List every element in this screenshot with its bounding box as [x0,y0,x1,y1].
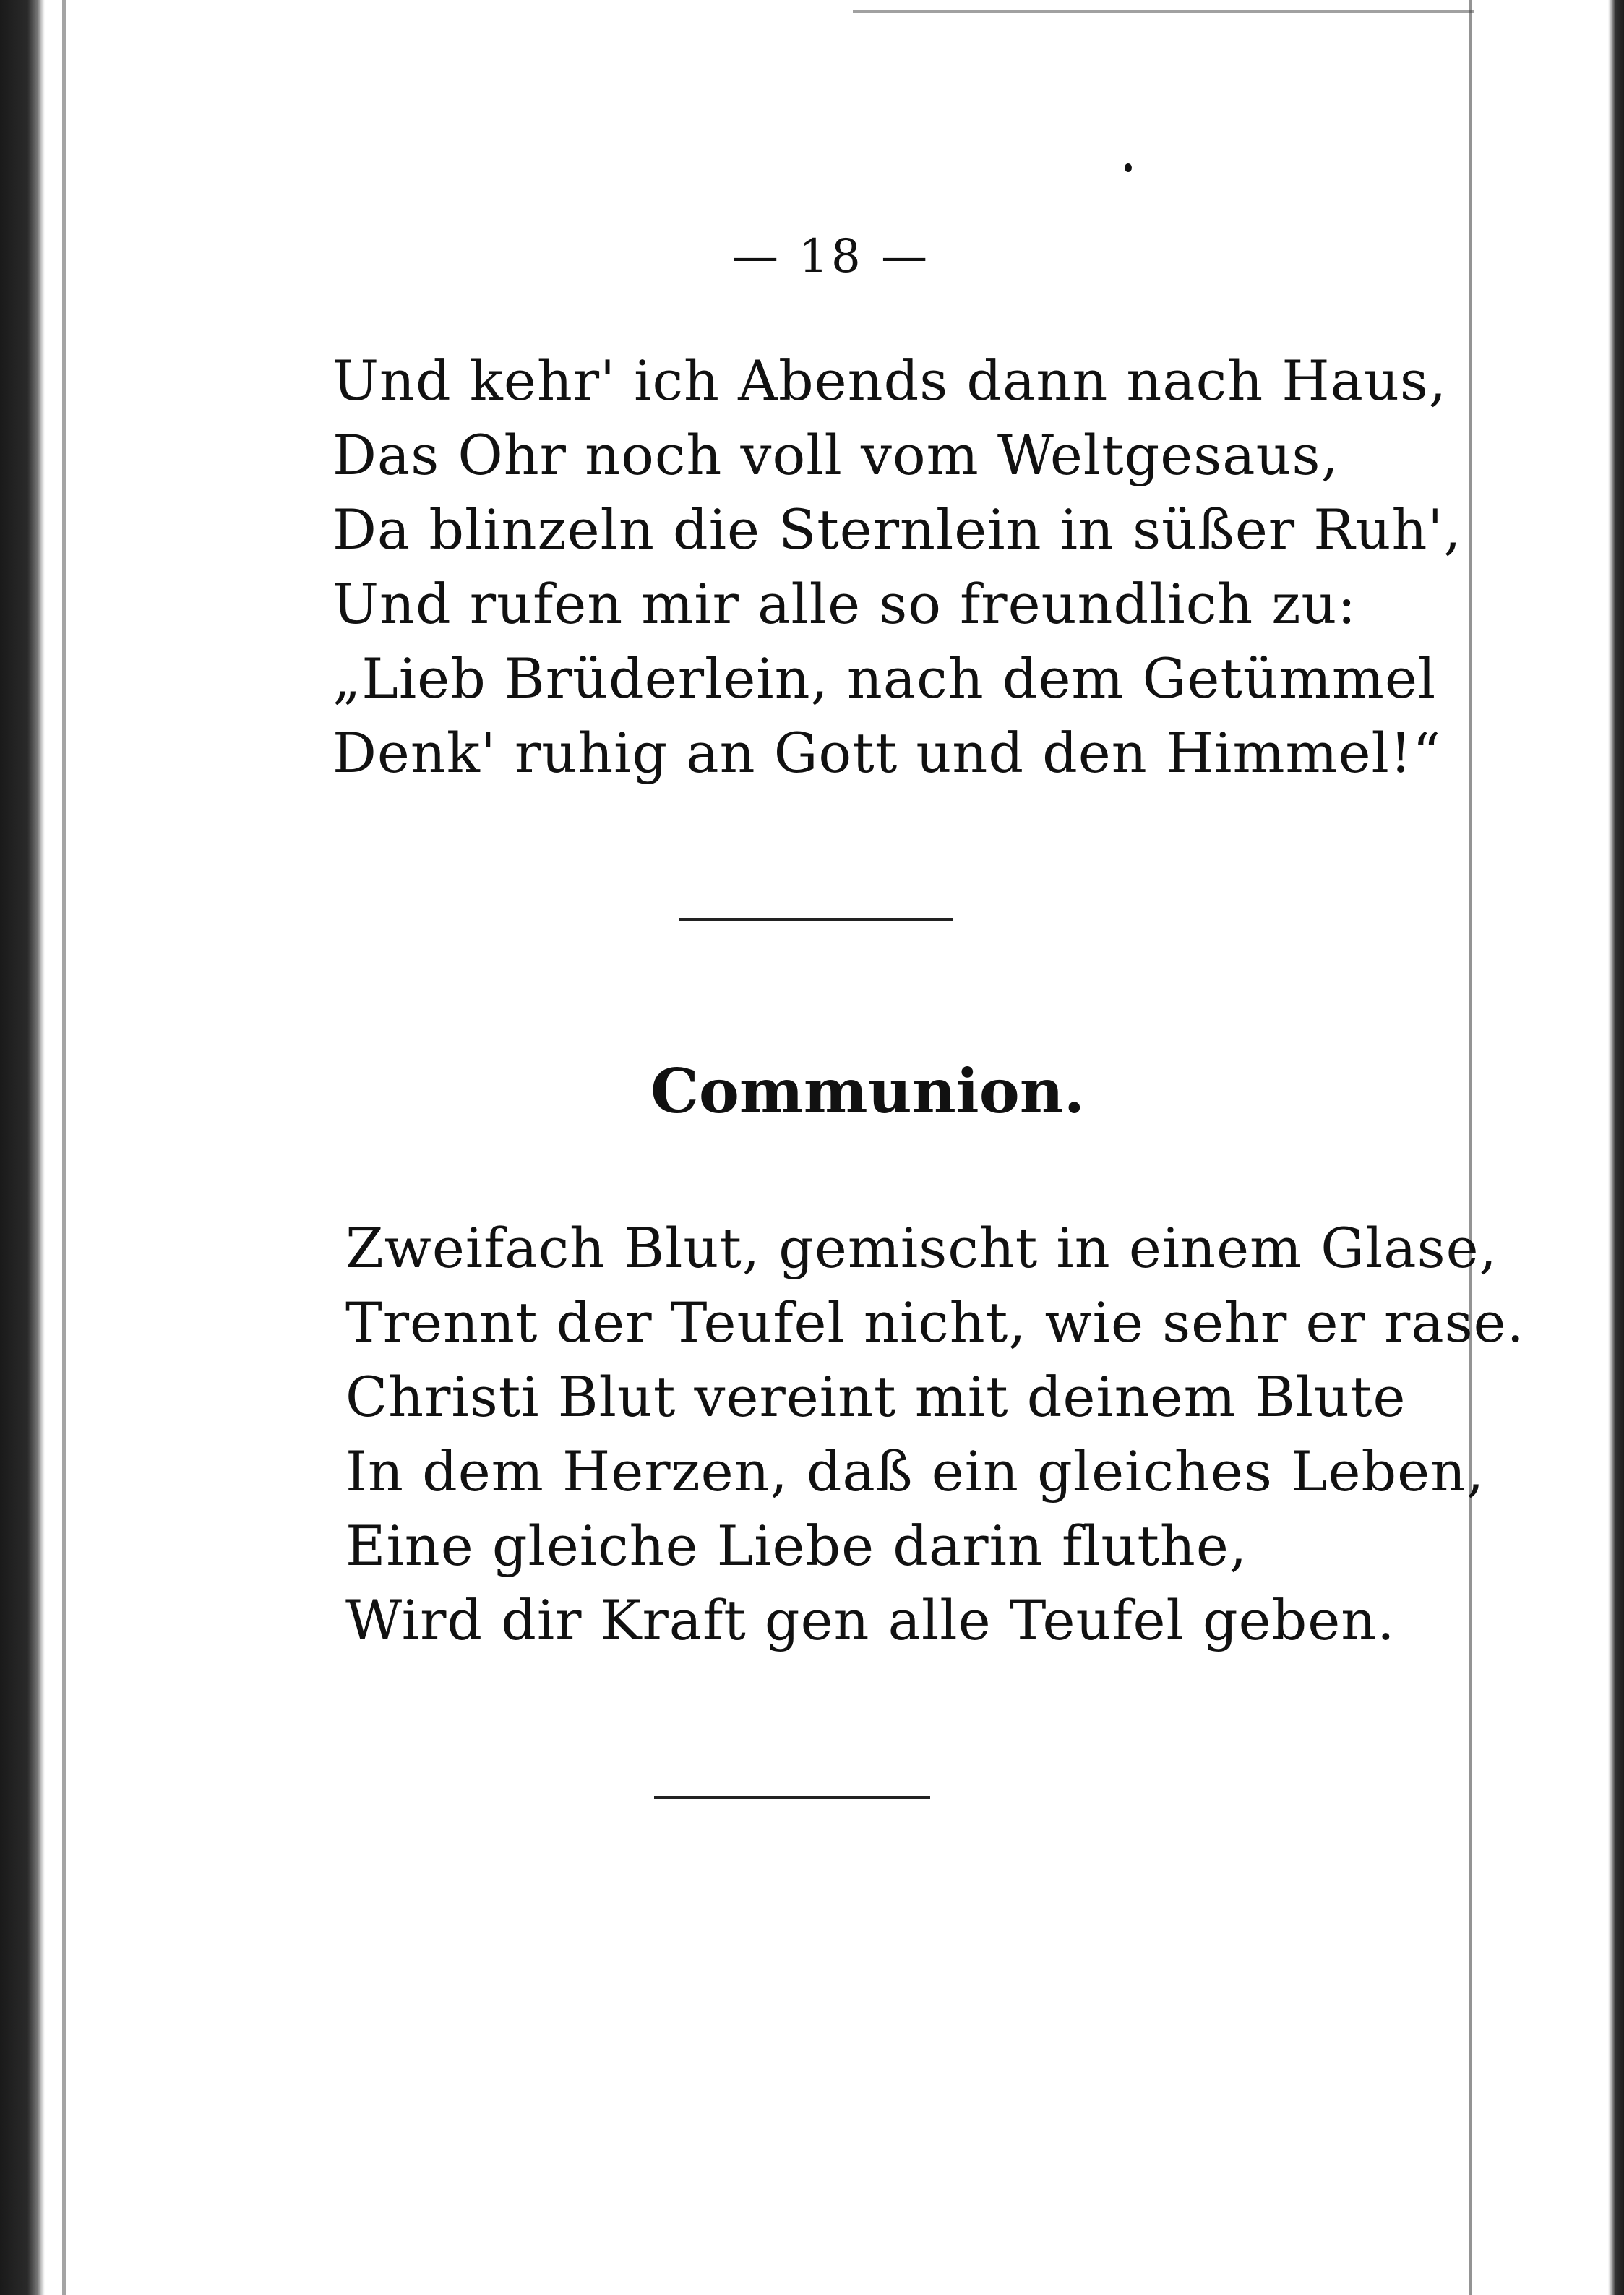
verse-line: Eine gleiche Liebe darin fluthe, [345,1514,1247,1578]
verse-line: Zweifach Blut, gemischt in einem Glase, [345,1216,1498,1280]
verse-line: Christi Blut vereint mit deinem Blute [345,1365,1406,1429]
scan-edge-top [853,10,1474,13]
page-number: — 18 — [731,230,931,283]
section-divider [654,1796,930,1799]
verse-line: Trennt der Teufel nicht, wie sehr er rase. [345,1290,1525,1355]
poem-continued-stanza [332,343,1461,790]
verse-line: Da blinzeln die Sternlein in süßer Ruh', [332,497,1462,562]
verse-line: Das Ohr noch voll vom Weltgesaus, [332,423,1339,487]
verse-line: Und kehr' ich Abends dann nach Haus, [332,348,1448,413]
poem-stanza [345,1211,1525,1657]
verse-line: Denk' ruhig an Gott und den Himmel!“ [332,721,1442,785]
ink-speck [1125,163,1132,172]
scan-edge-right [1608,0,1624,2295]
scan-edge-left-line [62,0,66,2295]
verse-line: Wird dir Kraft gen alle Teufel geben. [345,1588,1396,1652]
verse-line: Und rufen mir alle so freundlich zu: [332,572,1357,636]
verse-line: In dem Herzen, daß ein gleiches Leben, [345,1439,1485,1503]
verse-line: „Lieb Brüderlein, nach dem Getümmel [332,646,1437,711]
poem-title: Communion. [650,1055,1086,1127]
section-divider [679,918,953,921]
scan-edge-left [0,0,45,2295]
scan-edge-right-line [1469,0,1472,2295]
